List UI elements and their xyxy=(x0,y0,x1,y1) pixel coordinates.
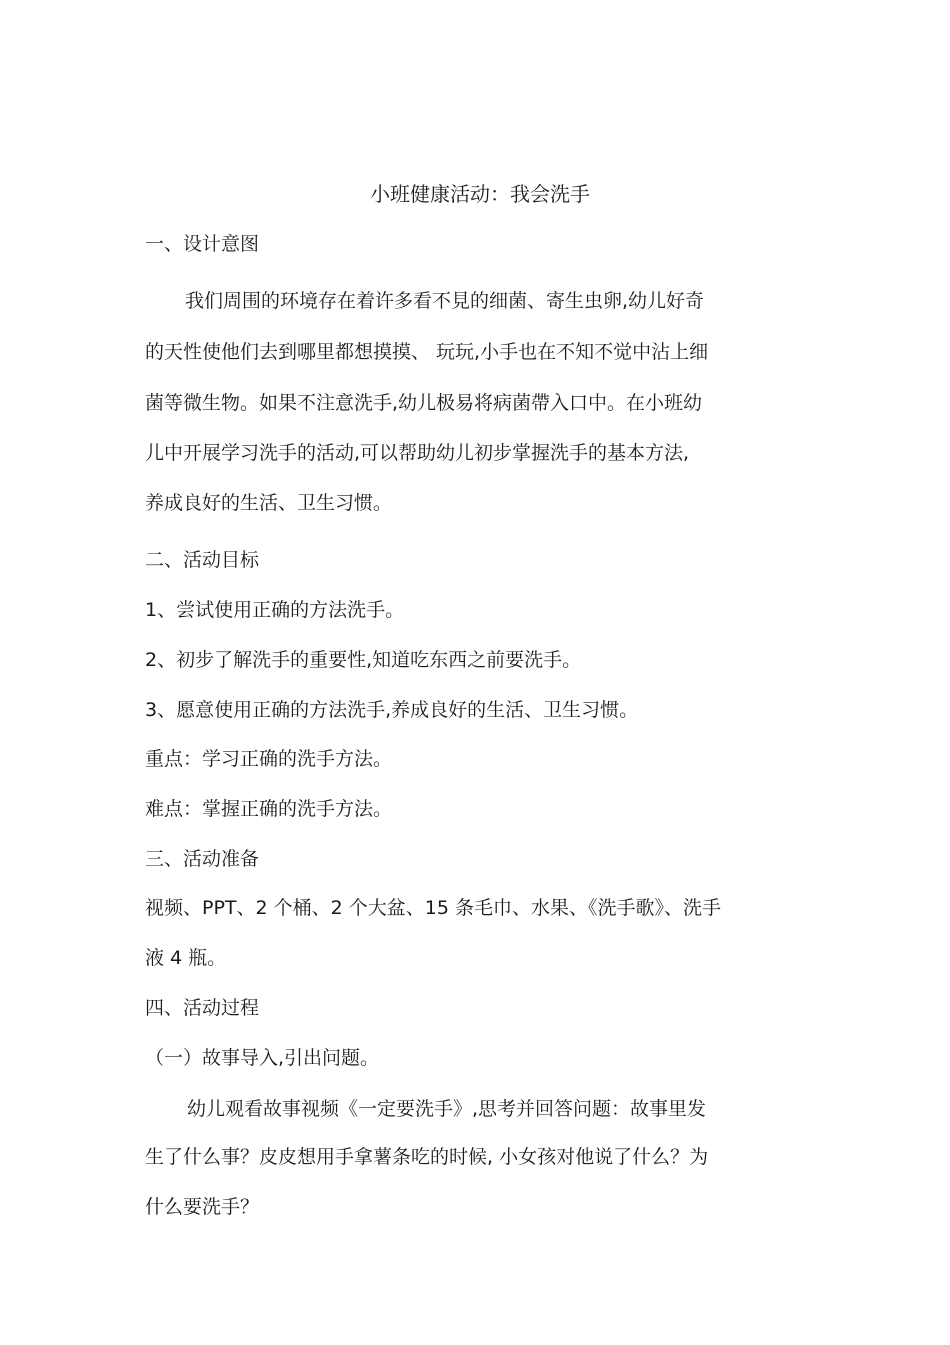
document-title: 小班健康活动：我会洗手 xyxy=(370,182,590,206)
goal-item: 3、愿意使用正确的方法洗手,养成良好的生活、卫生习惯。 xyxy=(145,699,639,721)
paragraph-line: 我们周围的环境存在着许多看不見的细菌、寄生虫卵,幼儿好奇 xyxy=(185,290,705,312)
difficulty-point: 难点：掌握正确的洗手方法。 xyxy=(145,798,393,820)
section-heading-process: 四、活动过程 xyxy=(145,997,260,1019)
paragraph-line: 生了什么事？皮皮想用手拿薯条吃的时候, 小女孩对他说了什么？为 xyxy=(145,1146,709,1168)
section-heading-preparation: 三、活动准备 xyxy=(145,848,260,870)
preparation-line: 视频、PPT、2 个桶、2 个大盆、15 条毛巾、水果、《洗手歌》、洗手 xyxy=(145,897,721,919)
paragraph-line: 儿中开展学习洗手的活动,可以帮助幼儿初步掌握洗手的基本方法, xyxy=(145,442,690,464)
process-step-heading: （一）故事导入,引出问题。 xyxy=(145,1047,380,1069)
paragraph-line: 菌等微生物。如果不注意洗手,幼儿极易将病菌帶入口中。在小班幼 xyxy=(145,392,703,414)
preparation-line: 液 4 瓶。 xyxy=(145,947,227,969)
goal-item: 1、尝试使用正确的方法洗手。 xyxy=(145,599,405,621)
paragraph-line: 什么要洗手？ xyxy=(145,1196,260,1218)
section-heading-design-intent: 一、设计意图 xyxy=(145,233,260,255)
paragraph-line: 幼儿观看故事视频《一定要洗手》,思考并回答问题：故事里发 xyxy=(187,1098,707,1120)
section-heading-goals: 二、活动目标 xyxy=(145,549,260,571)
goal-item: 2、初步了解洗手的重要性,知道吃东西之前要洗手。 xyxy=(145,649,582,671)
paragraph-line: 的天性使他们去到哪里都想摸摸、 玩玩,小手也在不知不觉中沾上细 xyxy=(145,341,709,363)
paragraph-line: 养成良好的生活、卫生习惯。 xyxy=(145,492,393,514)
key-point: 重点：学习正确的洗手方法。 xyxy=(145,748,393,770)
